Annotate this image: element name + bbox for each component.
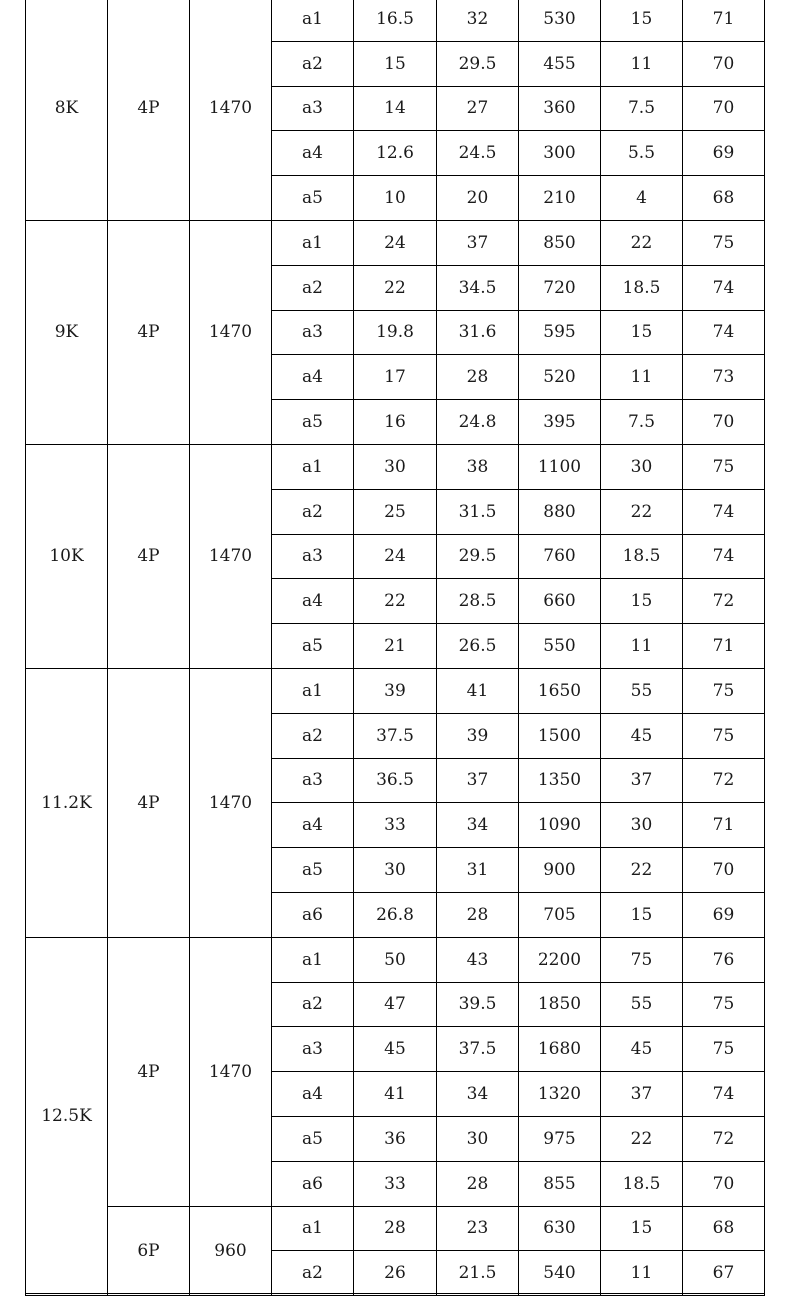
- motor-cell: 55: [601, 668, 683, 713]
- poles-cell: 6P: [108, 1206, 190, 1296]
- power-cell: 2200: [519, 937, 601, 982]
- power-cell: 530: [519, 0, 601, 41]
- noise-cell: 74: [683, 1072, 765, 1117]
- pressure-cell: 41: [437, 668, 519, 713]
- pressure-cell: 24.5: [437, 131, 519, 176]
- point-cell: a3: [272, 758, 354, 803]
- flow-cell: 30: [354, 444, 437, 489]
- motor-cell: 37: [601, 758, 683, 803]
- noise-cell: 72: [683, 579, 765, 624]
- noise-cell: 70: [683, 41, 765, 86]
- speed-cell: 1470: [190, 444, 272, 668]
- motor-cell: 7.5: [601, 86, 683, 131]
- flow-cell: 36: [354, 1116, 437, 1161]
- pressure-cell: 23: [437, 1206, 519, 1251]
- power-cell: 855: [519, 1161, 601, 1206]
- point-cell: a5: [272, 624, 354, 669]
- point-cell: a3: [272, 310, 354, 355]
- noise-cell: 75: [683, 220, 765, 265]
- noise-cell: 70: [683, 400, 765, 445]
- power-cell: 550: [519, 624, 601, 669]
- point-cell: a2: [272, 265, 354, 310]
- noise-cell: 75: [683, 668, 765, 713]
- point-cell: a4: [272, 1072, 354, 1117]
- pressure-cell: 28: [437, 892, 519, 937]
- power-cell: 1090: [519, 803, 601, 848]
- power-cell: 900: [519, 848, 601, 893]
- power-cell: 760: [519, 534, 601, 579]
- flow-cell: 30: [354, 848, 437, 893]
- motor-cell: 37: [601, 1072, 683, 1117]
- motor-cell: 15: [601, 0, 683, 41]
- noise-cell: 75: [683, 713, 765, 758]
- power-cell: 395: [519, 400, 601, 445]
- point-cell: a3: [272, 86, 354, 131]
- power-cell: 705: [519, 892, 601, 937]
- table-row: [26, 668, 765, 713]
- pressure-cell: 39: [437, 713, 519, 758]
- power-cell: 300: [519, 131, 601, 176]
- motor-cell: 18.5: [601, 265, 683, 310]
- pressure-cell: 31: [437, 848, 519, 893]
- speed-cell: 1470: [190, 937, 272, 1206]
- pressure-cell: 24.8: [437, 400, 519, 445]
- motor-cell: 30: [601, 803, 683, 848]
- poles-cell: 4P: [108, 444, 190, 668]
- point-cell: a2: [272, 41, 354, 86]
- point-cell: a3: [272, 1027, 354, 1072]
- flow-cell: 17: [354, 355, 437, 400]
- pressure-cell: 37.5: [437, 1027, 519, 1072]
- speed-cell: 1470: [190, 0, 272, 220]
- flow-cell: 33: [354, 803, 437, 848]
- flow-cell: 10: [354, 176, 437, 221]
- power-cell: 210: [519, 176, 601, 221]
- noise-cell: 72: [683, 1116, 765, 1161]
- motor-cell: 5.5: [601, 131, 683, 176]
- table-continuation-line: [25, 1293, 764, 1294]
- noise-cell: 70: [683, 1161, 765, 1206]
- flow-cell: 22: [354, 579, 437, 624]
- pressure-cell: 31.6: [437, 310, 519, 355]
- motor-cell: 18.5: [601, 1161, 683, 1206]
- pressure-cell: 37: [437, 758, 519, 803]
- motor-cell: 7.5: [601, 400, 683, 445]
- flow-cell: 47: [354, 982, 437, 1027]
- point-cell: a1: [272, 937, 354, 982]
- pressure-cell: 20: [437, 176, 519, 221]
- model-cell: 9K: [26, 220, 108, 444]
- pressure-cell: 29.5: [437, 534, 519, 579]
- point-cell: a4: [272, 803, 354, 848]
- point-cell: a1: [272, 444, 354, 489]
- power-cell: 1100: [519, 444, 601, 489]
- motor-cell: 11: [601, 355, 683, 400]
- noise-cell: 70: [683, 848, 765, 893]
- point-cell: a6: [272, 1161, 354, 1206]
- poles-cell: 4P: [108, 668, 190, 937]
- flow-cell: 37.5: [354, 713, 437, 758]
- speed-cell: 1470: [190, 668, 272, 937]
- flow-cell: 26: [354, 1251, 437, 1296]
- point-cell: a2: [272, 1251, 354, 1296]
- table-row: [26, 937, 765, 982]
- power-cell: 1500: [519, 713, 601, 758]
- flow-cell: 15: [354, 41, 437, 86]
- noise-cell: 72: [683, 758, 765, 803]
- point-cell: a5: [272, 1116, 354, 1161]
- flow-cell: 19.8: [354, 310, 437, 355]
- table-row: [26, 220, 765, 265]
- motor-cell: 4: [601, 176, 683, 221]
- model-cell: 12.5K: [26, 937, 108, 1295]
- point-cell: a1: [272, 220, 354, 265]
- power-cell: 975: [519, 1116, 601, 1161]
- pressure-cell: 27: [437, 86, 519, 131]
- pressure-cell: 43: [437, 937, 519, 982]
- motor-cell: 18.5: [601, 534, 683, 579]
- noise-cell: 71: [683, 624, 765, 669]
- power-cell: 880: [519, 489, 601, 534]
- poles-cell: 4P: [108, 0, 190, 220]
- noise-cell: 75: [683, 982, 765, 1027]
- pressure-cell: 28.5: [437, 579, 519, 624]
- pressure-cell: 34.5: [437, 265, 519, 310]
- motor-cell: 11: [601, 1251, 683, 1296]
- motor-cell: 11: [601, 41, 683, 86]
- noise-cell: 67: [683, 1251, 765, 1296]
- pressure-cell: 39.5: [437, 982, 519, 1027]
- point-cell: a1: [272, 0, 354, 41]
- flow-cell: 16.5: [354, 0, 437, 41]
- model-cell: 10K: [26, 444, 108, 668]
- pressure-cell: 26.5: [437, 624, 519, 669]
- pressure-cell: 38: [437, 444, 519, 489]
- power-cell: 720: [519, 265, 601, 310]
- flow-cell: 24: [354, 534, 437, 579]
- point-cell: a4: [272, 355, 354, 400]
- flow-cell: 25: [354, 489, 437, 534]
- pressure-cell: 28: [437, 1161, 519, 1206]
- speed-cell: 1470: [190, 220, 272, 444]
- point-cell: a5: [272, 848, 354, 893]
- motor-cell: 22: [601, 848, 683, 893]
- flow-cell: 36.5: [354, 758, 437, 803]
- table-row: [26, 0, 765, 41]
- noise-cell: 69: [683, 131, 765, 176]
- noise-cell: 68: [683, 1206, 765, 1251]
- fan-performance-table-container: [25, 0, 765, 1296]
- motor-cell: 45: [601, 1027, 683, 1072]
- motor-cell: 15: [601, 1206, 683, 1251]
- point-cell: a3: [272, 534, 354, 579]
- flow-cell: 26.8: [354, 892, 437, 937]
- noise-cell: 74: [683, 310, 765, 355]
- flow-cell: 16: [354, 400, 437, 445]
- noise-cell: 74: [683, 265, 765, 310]
- noise-cell: 74: [683, 534, 765, 579]
- power-cell: 630: [519, 1206, 601, 1251]
- flow-cell: 12.6: [354, 131, 437, 176]
- flow-cell: 50: [354, 937, 437, 982]
- poles-cell: 4P: [108, 937, 190, 1206]
- noise-cell: 73: [683, 355, 765, 400]
- point-cell: a2: [272, 713, 354, 758]
- motor-cell: 30: [601, 444, 683, 489]
- motor-cell: 45: [601, 713, 683, 758]
- point-cell: a1: [272, 1206, 354, 1251]
- power-cell: 850: [519, 220, 601, 265]
- power-cell: 1650: [519, 668, 601, 713]
- flow-cell: 33: [354, 1161, 437, 1206]
- motor-cell: 55: [601, 982, 683, 1027]
- pressure-cell: 28: [437, 355, 519, 400]
- flow-cell: 41: [354, 1072, 437, 1117]
- motor-cell: 15: [601, 892, 683, 937]
- motor-cell: 15: [601, 310, 683, 355]
- pressure-cell: 21.5: [437, 1251, 519, 1296]
- fan-performance-table: [25, 0, 765, 1296]
- power-cell: 540: [519, 1251, 601, 1296]
- motor-cell: 22: [601, 1116, 683, 1161]
- motor-cell: 11: [601, 624, 683, 669]
- point-cell: a2: [272, 982, 354, 1027]
- power-cell: 1320: [519, 1072, 601, 1117]
- point-cell: a4: [272, 131, 354, 176]
- noise-cell: 69: [683, 892, 765, 937]
- motor-cell: 22: [601, 489, 683, 534]
- power-cell: 520: [519, 355, 601, 400]
- noise-cell: 71: [683, 0, 765, 41]
- noise-cell: 68: [683, 176, 765, 221]
- pressure-cell: 34: [437, 1072, 519, 1117]
- flow-cell: 21: [354, 624, 437, 669]
- motor-cell: 15: [601, 579, 683, 624]
- table-body: [26, 0, 765, 1296]
- pressure-cell: 30: [437, 1116, 519, 1161]
- point-cell: a2: [272, 489, 354, 534]
- pressure-cell: 34: [437, 803, 519, 848]
- point-cell: a4: [272, 579, 354, 624]
- motor-cell: 22: [601, 220, 683, 265]
- power-cell: 1350: [519, 758, 601, 803]
- flow-cell: 24: [354, 220, 437, 265]
- table-row: [26, 444, 765, 489]
- point-cell: a6: [272, 892, 354, 937]
- power-cell: 1850: [519, 982, 601, 1027]
- speed-cell: 960: [190, 1206, 272, 1296]
- noise-cell: 76: [683, 937, 765, 982]
- point-cell: a5: [272, 400, 354, 445]
- pressure-cell: 31.5: [437, 489, 519, 534]
- flow-cell: 28: [354, 1206, 437, 1251]
- noise-cell: 74: [683, 489, 765, 534]
- power-cell: 360: [519, 86, 601, 131]
- pressure-cell: 32: [437, 0, 519, 41]
- flow-cell: 39: [354, 668, 437, 713]
- model-cell: 11.2K: [26, 668, 108, 937]
- table-row: [26, 1206, 765, 1251]
- flow-cell: 14: [354, 86, 437, 131]
- pressure-cell: 29.5: [437, 41, 519, 86]
- noise-cell: 71: [683, 803, 765, 848]
- pressure-cell: 37: [437, 220, 519, 265]
- noise-cell: 70: [683, 86, 765, 131]
- flow-cell: 45: [354, 1027, 437, 1072]
- noise-cell: 75: [683, 1027, 765, 1072]
- motor-cell: 75: [601, 937, 683, 982]
- point-cell: a1: [272, 668, 354, 713]
- point-cell: a5: [272, 176, 354, 221]
- power-cell: 595: [519, 310, 601, 355]
- poles-cell: 4P: [108, 220, 190, 444]
- power-cell: 660: [519, 579, 601, 624]
- model-cell: 8K: [26, 0, 108, 220]
- flow-cell: 22: [354, 265, 437, 310]
- noise-cell: 75: [683, 444, 765, 489]
- power-cell: 1680: [519, 1027, 601, 1072]
- power-cell: 455: [519, 41, 601, 86]
